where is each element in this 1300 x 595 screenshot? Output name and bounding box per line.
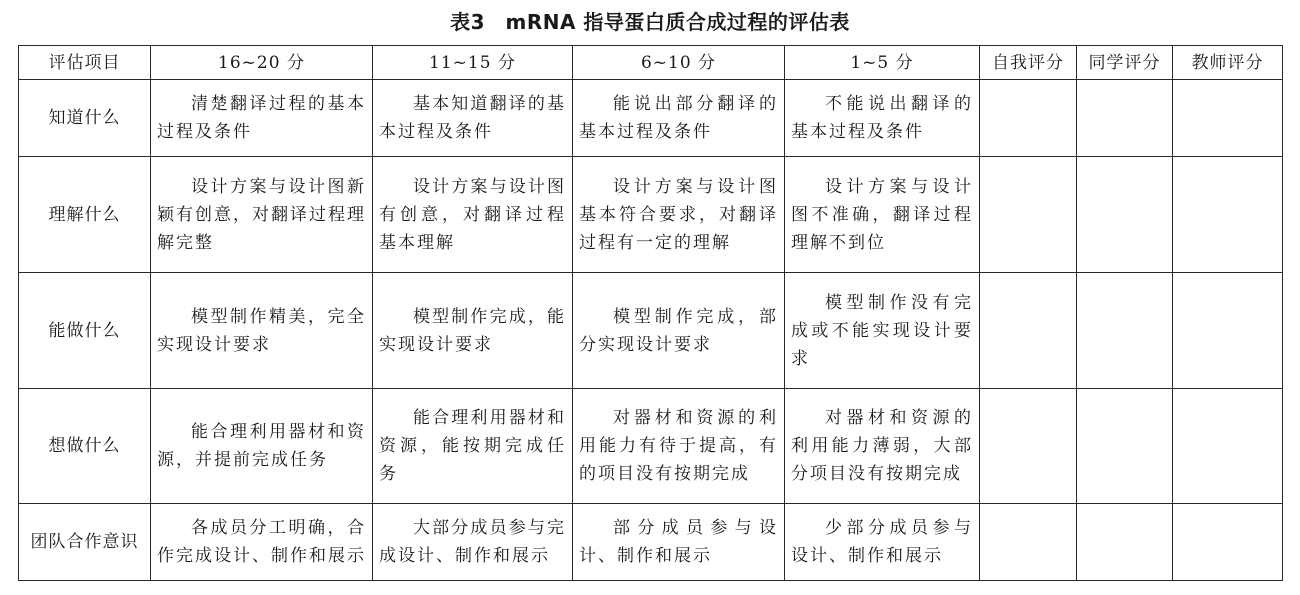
criteria-text: 各成员分工明确，合作完成设计、制作和展示 (157, 518, 366, 566)
column-header-6-10: 6~10 分 (573, 46, 785, 80)
criteria-cell (373, 504, 573, 581)
column-header-11-15: 11~15 分 (373, 46, 573, 80)
criteria-cell (151, 504, 373, 581)
header-row (19, 46, 1283, 80)
criteria-cell (573, 504, 785, 581)
table-row (19, 157, 1283, 273)
peer-score-cell[interactable] (1077, 273, 1173, 389)
criteria-cell (573, 389, 785, 504)
peer-score-cell[interactable] (1077, 80, 1173, 157)
teacher-score-cell[interactable] (1173, 389, 1283, 504)
row-item-label: 团队合作意识 (19, 504, 151, 581)
row-item-label: 能做什么 (19, 273, 151, 389)
self-score-cell[interactable] (980, 157, 1077, 273)
criteria-cell (573, 157, 785, 273)
self-score-cell[interactable] (980, 80, 1077, 157)
criteria-text: 模型制作没有完成或不能实现设计要求 (791, 292, 973, 369)
column-header-self-score: 自我评分 (980, 46, 1077, 80)
self-score-cell[interactable] (980, 389, 1077, 504)
teacher-score-cell[interactable] (1173, 504, 1283, 581)
criteria-text: 清楚翻译过程的基本过程及条件 (157, 94, 366, 142)
table-row (19, 389, 1283, 504)
criteria-text: 少部分成员参与设计、制作和展示 (791, 518, 973, 566)
criteria-cell (151, 157, 373, 273)
criteria-text: 模型制作完成，能实现设计要求 (379, 306, 566, 355)
criteria-cell (785, 157, 980, 273)
criteria-cell (785, 80, 980, 157)
column-header-peer-score: 同学评分 (1077, 46, 1173, 80)
peer-score-cell[interactable] (1077, 504, 1173, 581)
criteria-text: 不能说出翻译的基本过程及条件 (791, 94, 973, 142)
peer-score-cell[interactable] (1077, 157, 1173, 273)
self-score-cell[interactable] (980, 504, 1077, 581)
criteria-text: 能合理利用器材和资源，能按期完成任务 (379, 408, 566, 484)
table-row (19, 80, 1283, 157)
criteria-cell (785, 504, 980, 581)
criteria-text: 对器材和资源的利用能力有待于提高，有的项目没有按期完成 (579, 408, 778, 484)
criteria-text: 能合理利用器材和资源，并提前完成任务 (157, 422, 366, 470)
table-title: 表3 mRNA 指导蛋白质合成过程的评估表 (450, 10, 850, 34)
criteria-cell (785, 273, 980, 389)
teacher-score-cell[interactable] (1173, 273, 1283, 389)
criteria-cell (373, 80, 573, 157)
criteria-text: 部分成员参与设计、制作和展示 (579, 518, 778, 566)
criteria-text: 设计方案与设计图基本符合要求，对翻译过程有一定的理解 (579, 176, 778, 253)
column-header-1-5: 1~5 分 (785, 46, 980, 80)
column-header-teacher-score: 教师评分 (1173, 46, 1283, 80)
criteria-text: 设计方案与设计图有创意，对翻译过程基本理解 (379, 176, 566, 253)
column-header-item: 评估项目 (19, 46, 151, 80)
self-score-cell[interactable] (980, 273, 1077, 389)
evaluation-table (18, 45, 1283, 581)
criteria-cell (151, 80, 373, 157)
table-row (19, 273, 1283, 389)
criteria-cell (373, 157, 573, 273)
criteria-cell (373, 273, 573, 389)
criteria-text: 模型制作精美，完全实现设计要求 (157, 306, 366, 355)
peer-score-cell[interactable] (1077, 389, 1173, 504)
row-item-label: 理解什么 (19, 157, 151, 273)
criteria-text: 对器材和资源的利用能力薄弱，大部分项目没有按期完成 (791, 408, 973, 484)
row-item-label: 想做什么 (19, 389, 151, 504)
criteria-cell (785, 389, 980, 504)
teacher-score-cell[interactable] (1173, 157, 1283, 273)
criteria-text: 基本知道翻译的基本过程及条件 (379, 94, 566, 142)
criteria-text: 大部分成员参与完成设计、制作和展示 (379, 518, 566, 566)
row-item-label: 知道什么 (19, 80, 151, 157)
table-row (19, 504, 1283, 581)
criteria-cell (573, 80, 785, 157)
criteria-cell (573, 273, 785, 389)
criteria-cell (373, 389, 573, 504)
criteria-text: 能说出部分翻译的基本过程及条件 (579, 94, 778, 142)
criteria-text: 设计方案与设计图新颖有创意，对翻译过程理解完整 (157, 176, 366, 253)
criteria-text: 模型制作完成，部分实现设计要求 (579, 306, 778, 355)
criteria-text: 设计方案与设计图不准确，翻译过程理解不到位 (791, 176, 973, 253)
criteria-cell (151, 389, 373, 504)
teacher-score-cell[interactable] (1173, 80, 1283, 157)
criteria-cell (151, 273, 373, 389)
column-header-16-20: 16~20 分 (151, 46, 373, 80)
